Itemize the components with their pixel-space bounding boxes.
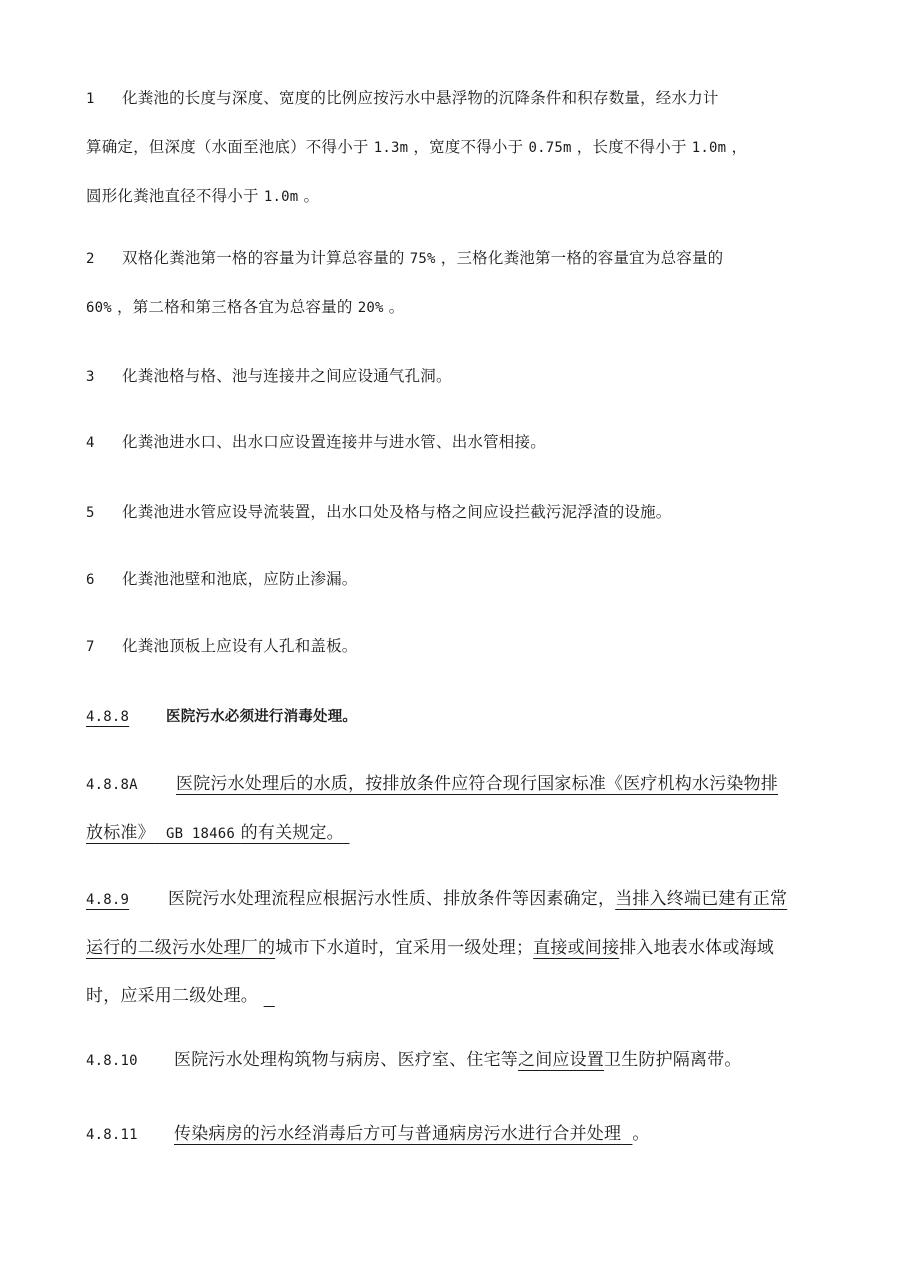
item-2-line-2: 60% ，第二格和第三格各宜为总容量的 20% 。 [86,298,405,316]
item-2-line-1: 2 双格化粪池第一格的容量为计算总容量的 75% ，三格化粪池第一格的容量宜为总容量的 [86,234,816,283]
clause-number: 4.8.9 [86,892,130,908]
item-6: 6 化粪池池壁和池底，应防止渗漏。 [86,555,816,604]
clause-4-8-9 [86,875,816,1020]
clause-4-8-8a [86,760,816,858]
clause-text: 医院污水必须进行消毒处理。 [166,709,358,725]
item-1-line-1: 1 化粪池的长度与深度、宽度的比例应按污水中悬浮物的沉降条件和积存数量，经水力计 [86,74,816,123]
item-number: 4 [86,435,95,451]
item-1 [86,74,816,221]
item-number: 1 [86,91,95,107]
item-number: 6 [86,572,95,588]
item-1-line-3: 圆形化粪池直径不得小于 1.0m 。 [86,187,320,205]
item-3: 3 化粪池格与格、池与连接井之间应设通气孔洞。 [86,352,816,401]
item-number: 5 [86,505,95,521]
clause-number: 4.8.11 [86,1127,138,1143]
item-number: 2 [86,251,95,267]
clause-line-1: 4.8.8A 医院污水处理后的水质，按排放条件应符合现行国家标准《医疗机构水污染物排 [86,760,816,809]
clause-line-2: 运行的二级污水处理厂的城市下水道时，宜采用一级处理；直接或间接排入地表水体或海域 [86,938,775,958]
clause-number: 4.8.10 [86,1053,138,1069]
clause-line-1: 4.8.9 医院污水处理流程应根据污水性质、排放条件等因素确定，当排入终端已建有正常 [86,875,816,924]
clause-line-3: 时，应采用二级处理。 [86,986,258,1006]
item-2 [86,234,816,332]
clause-4-8-11: 4.8.11 传染病房的污水经消毒后方可与普通病房污水进行合并处理 。 [86,1110,816,1159]
item-number: 7 [86,639,95,655]
item-number: 3 [86,369,95,385]
clause-number: 4.8.8 [86,709,130,725]
item-1-line-2: 算确定，但深度（水面至池底）不得小于 1.3m ，宽度不得小于 0.75m ，长度不得小于 1.0m ， [86,138,748,156]
clause-line-2: 放标准》 GB 18466 的有关规定。 [86,823,344,843]
item-5: 5 化粪池进水管应设导流装置，出水口处及格与格之间应设拦截污泥浮渣的设施。 [86,488,816,537]
item-4: 4 化粪池进水口、出水口应设置连接井与进水管、出水管相接。 [86,418,816,467]
clause-4-8-8 [86,692,816,741]
clause-number: 4.8.8A [86,777,138,793]
clause-4-8-10: 4.8.10 医院污水处理构筑物与病房、医疗室、住宅等之间应设置卫生防护隔离带。 [86,1036,816,1085]
item-7: 7 化粪池顶板上应设有人孔和盖板。 [86,622,816,671]
